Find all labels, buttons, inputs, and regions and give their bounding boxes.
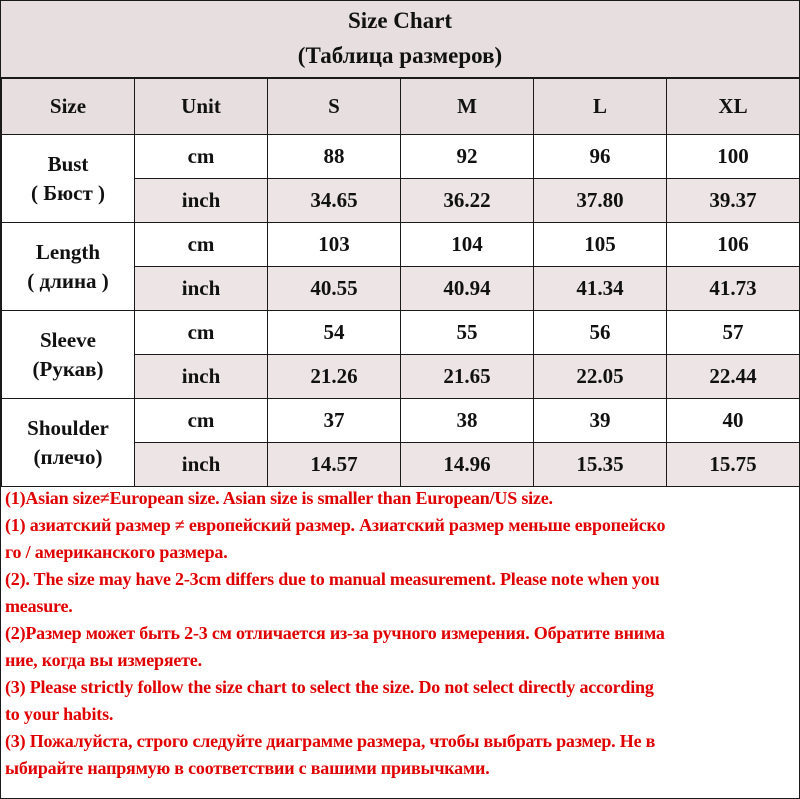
shoulder-label-ru: (плечо) xyxy=(33,444,103,469)
header-unit: Unit xyxy=(135,79,268,135)
note-line: (2). The size may have 2-3cm differs due to manual measurement. Please note when you xyxy=(5,569,660,589)
note-line: (1)Asian size≠European size. Asian size is smaller than European/US size. xyxy=(5,488,553,508)
sleeve-label: Sleeve xyxy=(40,327,96,352)
bust-label: Bust xyxy=(47,151,89,176)
note-line: (2)Размер может быть 2-3 см отличается из-за ручного измерения. Обратите внима xyxy=(5,623,665,643)
header-l: L xyxy=(534,79,667,135)
length-cm-row xyxy=(2,223,800,267)
value-cell: 104 xyxy=(401,223,534,267)
value-cell: 36.22 xyxy=(401,179,534,223)
unit-cell: cm xyxy=(135,223,268,267)
header-row xyxy=(2,79,800,135)
size-notes xyxy=(5,485,797,782)
value-cell: 40.94 xyxy=(401,267,534,311)
value-cell: 21.26 xyxy=(268,355,401,399)
shoulder-label-cell xyxy=(2,399,135,487)
bust-cm-row xyxy=(2,135,800,179)
value-cell: 96 xyxy=(534,135,667,179)
value-cell: 56 xyxy=(534,311,667,355)
unit-cell: cm xyxy=(135,135,268,179)
value-cell: 92 xyxy=(401,135,534,179)
value-cell: 88 xyxy=(268,135,401,179)
header-size: Size xyxy=(2,79,135,135)
value-cell: 40.55 xyxy=(268,267,401,311)
unit-cell: cm xyxy=(135,399,268,443)
length-label-cell xyxy=(2,223,135,311)
unit-cell: inch xyxy=(135,179,268,223)
unit-cell: inch xyxy=(135,355,268,399)
value-cell: 14.57 xyxy=(268,443,401,487)
value-cell: 21.65 xyxy=(401,355,534,399)
value-cell: 39 xyxy=(534,399,667,443)
value-cell: 38 xyxy=(401,399,534,443)
note-line: ыбирайте напрямую в соответствии с вашими привычками. xyxy=(5,758,490,778)
unit-cell: inch xyxy=(135,443,268,487)
unit-cell: cm xyxy=(135,311,268,355)
value-cell: 39.37 xyxy=(667,179,800,223)
header-m: M xyxy=(401,79,534,135)
note-line: to your habits. xyxy=(5,704,114,724)
value-cell: 22.05 xyxy=(534,355,667,399)
note-line: (3) Please strictly follow the size chart to select the size. Do not select directly according xyxy=(5,677,654,697)
length-label-ru: ( длина ) xyxy=(27,268,109,293)
header-xl: XL xyxy=(667,79,800,135)
page-title: Size Chart xyxy=(347,8,453,33)
bust-label-cell xyxy=(2,135,135,223)
value-cell: 54 xyxy=(268,311,401,355)
value-cell: 103 xyxy=(268,223,401,267)
header-s: S xyxy=(268,79,401,135)
sleeve-label-ru: (Рукав) xyxy=(32,356,104,381)
note-line: (3) Пожалуйста, строго следуйте диаграмме размера, чтобы выбрать размер. Не в xyxy=(5,731,656,751)
value-cell: 22.44 xyxy=(667,355,800,399)
value-cell: 37.80 xyxy=(534,179,667,223)
shoulder-label: Shoulder xyxy=(27,415,109,440)
value-cell: 40 xyxy=(667,399,800,443)
size-table xyxy=(1,78,800,487)
value-cell: 15.75 xyxy=(667,443,800,487)
value-cell: 15.35 xyxy=(534,443,667,487)
bust-label-ru: ( Бюст ) xyxy=(30,180,106,205)
value-cell: 37 xyxy=(268,399,401,443)
value-cell: 100 xyxy=(667,135,800,179)
value-cell: 106 xyxy=(667,223,800,267)
title-block xyxy=(1,1,799,78)
note-line: measure. xyxy=(5,596,73,616)
value-cell: 41.73 xyxy=(667,267,800,311)
shoulder-cm-row xyxy=(2,399,800,443)
note-line: го / американского размера. xyxy=(5,542,228,562)
value-cell: 57 xyxy=(667,311,800,355)
unit-cell: inch xyxy=(135,267,268,311)
sleeve-cm-row xyxy=(2,311,800,355)
value-cell: 41.34 xyxy=(534,267,667,311)
length-label: Length xyxy=(35,239,101,264)
value-cell: 34.65 xyxy=(268,179,401,223)
value-cell: 105 xyxy=(534,223,667,267)
sleeve-label-cell xyxy=(2,311,135,399)
page-subtitle: (Таблица размеров) xyxy=(297,43,503,68)
value-cell: 55 xyxy=(401,311,534,355)
note-line: (1) азиатский размер ≠ европейский размер. Азиатский размер меньше европейско xyxy=(5,515,666,535)
note-line: ние, когда вы измеряете. xyxy=(5,650,202,670)
value-cell: 14.96 xyxy=(401,443,534,487)
